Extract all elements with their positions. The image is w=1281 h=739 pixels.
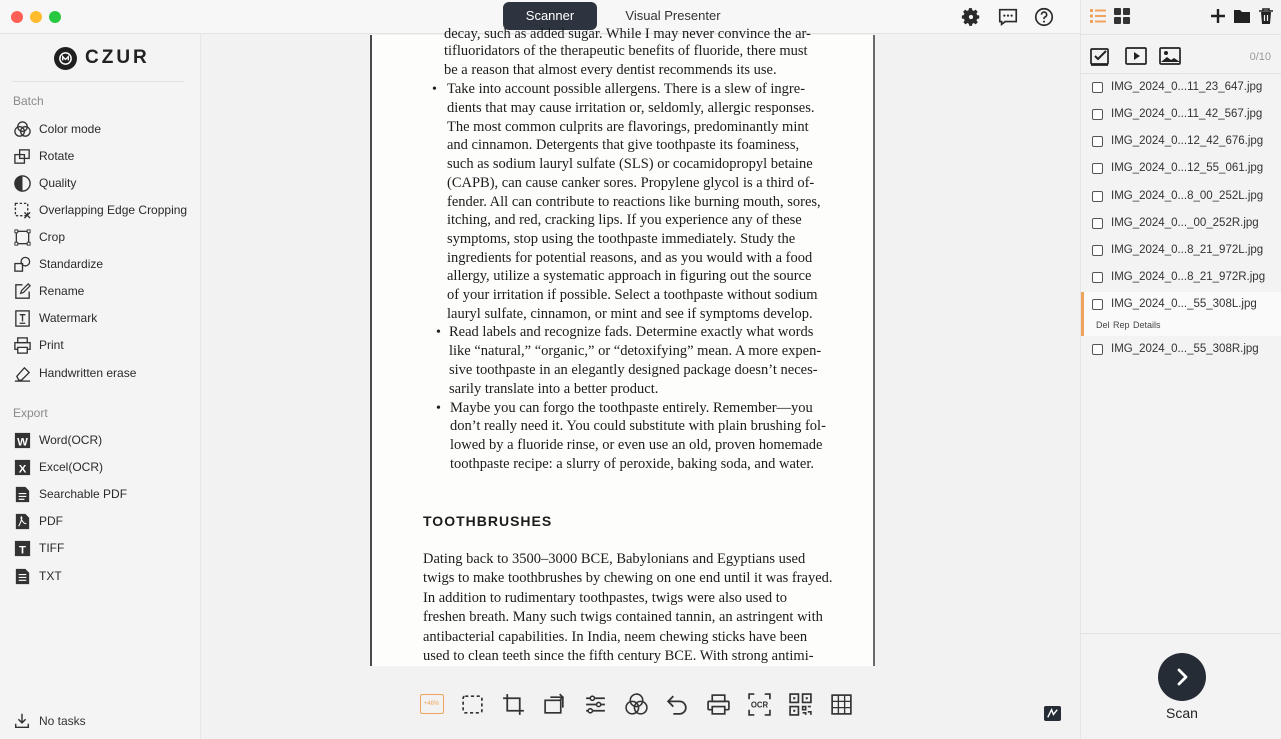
- doc-line: like “natural,” “organic,” or “detoxifying” mean. A more expen-: [449, 343, 822, 359]
- export-item-label: PDF: [39, 514, 63, 528]
- rename-icon: [12, 281, 32, 301]
- file-row[interactable]: [1081, 265, 1281, 292]
- export-section-label: Export: [13, 406, 48, 420]
- grid-view-icon[interactable]: [1113, 7, 1131, 25]
- doc-line: toothpaste recipe: a slurry of peroxide, baking soda, and water.: [450, 456, 814, 472]
- file-checkbox[interactable]: [1092, 136, 1103, 147]
- preview-canvas[interactable]: [202, 26, 1079, 739]
- adjust-tool[interactable]: [582, 691, 609, 717]
- select-icon: [460, 692, 485, 717]
- divider: [1081, 73, 1281, 74]
- file-checkbox[interactable]: [1092, 272, 1103, 283]
- sidebar-item-print[interactable]: [12, 334, 64, 356]
- rotate-tool[interactable]: [541, 691, 568, 717]
- rotate-icon: [12, 146, 32, 166]
- download-icon: [13, 712, 31, 730]
- quality-icon: [12, 173, 32, 193]
- file-name: IMG_2024_0...8_21_972R.jpg: [1111, 271, 1266, 283]
- select-all-icon[interactable]: [1089, 46, 1113, 66]
- ocr-tool[interactable]: [746, 691, 773, 717]
- minimize-window-button[interactable]: [30, 11, 42, 23]
- edge-crop-icon: [12, 200, 32, 220]
- doc-line: Dating back to 3500–3000 BCE, Babylonians and Egyptians used: [423, 551, 806, 567]
- svg-text:T: T: [18, 543, 26, 556]
- undo-tool[interactable]: [664, 691, 691, 717]
- file-name: IMG_2024_0..._55_308L.jpg: [1111, 298, 1257, 310]
- searchable-pdf-icon: [12, 484, 32, 504]
- crop-tool[interactable]: [500, 691, 527, 717]
- print-icon: [12, 335, 32, 355]
- color-mode-icon: [624, 692, 649, 717]
- file-name: IMG_2024_0...11_23_647.jpg: [1111, 81, 1263, 93]
- bullet: •: [436, 325, 441, 340]
- excel-icon: [12, 457, 32, 477]
- doc-line: Read labels and recognize fads. Determine exactly what words: [449, 324, 814, 340]
- chevron-right-icon: [1171, 666, 1193, 688]
- file-name: IMG_2024_0...11_42_567.jpg: [1111, 108, 1263, 120]
- sidebar-item-crop[interactable]: [12, 226, 65, 248]
- sidebar-item-overlapping-edge-cropping[interactable]: [12, 199, 187, 221]
- file-checkbox[interactable]: [1092, 218, 1103, 229]
- svg-text:OCR: OCR: [750, 700, 769, 710]
- tab-scanner[interactable]: Scanner: [503, 2, 597, 30]
- file-name: IMG_2024_0...8_21_972L.jpg: [1111, 244, 1264, 256]
- grid-tool[interactable]: [828, 691, 855, 717]
- list-view-icon[interactable]: [1089, 7, 1107, 25]
- adjust-icon: [583, 692, 608, 717]
- tasks-status[interactable]: [13, 712, 86, 730]
- doc-line: be a reason that almost every dentist recommends its use.: [444, 62, 777, 78]
- doc-line: lowed by a fluoride rinse, or even use an old, proven homemade: [450, 437, 823, 453]
- sidebar-item-quality[interactable]: [12, 172, 76, 194]
- export-item-tiff[interactable]: [12, 537, 64, 559]
- sidebar-item-watermark[interactable]: [12, 307, 97, 329]
- document-page: [370, 26, 875, 666]
- file-panel: [1080, 0, 1280, 739]
- doc-line: ingredients for potential reasons, and as you would with a food: [447, 250, 813, 266]
- sidebar-item-label: Crop: [39, 230, 66, 244]
- gear-icon[interactable]: [960, 6, 982, 28]
- grid-icon: [829, 692, 854, 717]
- export-item-pdf[interactable]: [12, 510, 63, 532]
- doc-line: freshen breath. Many such twigs contained tannin, an astringent with: [423, 609, 823, 625]
- logo-text: CZUR: [85, 47, 150, 68]
- doc-line: symptoms, stop using the toothpaste immediately. Study the: [447, 231, 796, 247]
- file-checkbox[interactable]: [1092, 245, 1103, 256]
- export-item-label: Word(OCR): [39, 433, 103, 447]
- chat-icon[interactable]: [997, 6, 1019, 28]
- doc-line: allergy, utilize a systematic approach in figuring out the source: [447, 268, 812, 284]
- file-name: IMG_2024_0..._00_252R.jpg: [1111, 217, 1259, 229]
- folder-icon[interactable]: [1233, 7, 1251, 25]
- export-item-label: Excel(OCR): [39, 460, 104, 474]
- print-tool[interactable]: [705, 691, 732, 717]
- file-row-selected[interactable]: [1081, 292, 1281, 336]
- close-window-button[interactable]: [11, 11, 23, 23]
- svg-text:W: W: [16, 435, 28, 448]
- video-filter-icon[interactable]: [1124, 46, 1148, 66]
- sidebar-item-label: Rotate: [39, 149, 75, 163]
- app-badge-icon: [1043, 705, 1062, 722]
- doc-line: decay, such as added sugar. While I may never convince the ar-: [444, 26, 811, 42]
- doc-line: itching, and red, cracking lips. If you experience any of these: [447, 212, 802, 228]
- doc-line: Maybe you can forgo the toothpaste entirely. Remember—you: [450, 400, 813, 416]
- file-checkbox[interactable]: [1092, 344, 1103, 355]
- sidebar-item-rename[interactable]: [12, 280, 84, 302]
- file-row[interactable]: [1081, 238, 1281, 265]
- txt-icon: [12, 566, 32, 586]
- scan-button[interactable]: [1158, 653, 1206, 701]
- divider: [12, 81, 184, 82]
- export-item-txt[interactable]: [12, 565, 62, 587]
- file-name: IMG_2024_0..._55_308R.jpg: [1111, 343, 1259, 355]
- doc-line: sive toothpaste in an elegantly designed package doesn’t neces-: [449, 362, 818, 378]
- file-checkbox[interactable]: [1092, 109, 1103, 120]
- doc-line: of your irritation if possible. Select a toothpaste without sodium: [447, 287, 818, 303]
- doc-line: In addition to rudimentary toothpastes, twigs were also used to: [423, 590, 788, 606]
- export-item-word[interactable]: [12, 429, 102, 451]
- file-row[interactable]: [1081, 184, 1281, 211]
- file-name: IMG_2024_0...8_00_252L.jpg: [1111, 190, 1264, 202]
- file-row[interactable]: [1081, 75, 1281, 102]
- scan-label: Scan: [1166, 705, 1198, 721]
- doc-line: antibacterial capabilities. In India, neem chewing sticks have been: [423, 629, 808, 645]
- file-row[interactable]: [1081, 211, 1281, 238]
- add-icon[interactable]: [1209, 7, 1227, 25]
- sidebar-item-label: Print: [39, 338, 64, 352]
- select-tool[interactable]: [459, 691, 486, 717]
- sidebar-item-label: Watermark: [39, 311, 98, 325]
- doc-line: and cinnamon. Detergents that give toothpaste its foaminess,: [447, 137, 800, 153]
- doc-line: tifluoridators of the therapeutic benefits of fluoride, there must: [444, 43, 808, 59]
- bullet: •: [432, 82, 437, 97]
- trash-icon[interactable]: [1257, 7, 1275, 25]
- doc-line: twigs to make toothbrushes by chewing on one end until it was frayed.: [423, 570, 833, 586]
- eraser-icon: [12, 363, 32, 383]
- sidebar-item-color-mode[interactable]: [12, 118, 101, 140]
- section-heading: TOOTHBRUSHES: [423, 513, 553, 529]
- czur-logo-icon: [54, 47, 77, 70]
- svg-text:X: X: [18, 462, 26, 475]
- doc-line: Take into account possible allergens. There is a slew of ingre-: [447, 81, 806, 97]
- doc-line: sarily translate into a better product.: [449, 381, 659, 397]
- zoom-tool[interactable]: [418, 691, 445, 717]
- export-item-excel[interactable]: [12, 456, 103, 478]
- export-item-label: Searchable PDF: [39, 487, 128, 501]
- color-mode-tool[interactable]: [623, 691, 650, 717]
- watermark-icon: [12, 308, 32, 328]
- export-item-label: TIFF: [39, 541, 65, 555]
- file-checkbox[interactable]: [1092, 163, 1103, 174]
- help-icon[interactable]: [1033, 6, 1055, 28]
- qr-tool[interactable]: [787, 691, 814, 717]
- doc-line: lauryl sulfate, cinnamon, or mint and see if symptoms develop.: [447, 306, 813, 322]
- ocr-icon: [747, 692, 772, 717]
- doc-line: such as sodium lauryl sulfate (SLS) or cocamidopropyl betaine: [447, 156, 813, 172]
- export-item-searchable-pdf[interactable]: [12, 483, 127, 505]
- divider: [1081, 34, 1281, 35]
- doc-line: The most common culprits are flavorings, predominantly mint: [447, 119, 809, 135]
- sidebar-item-rotate[interactable]: [12, 145, 74, 167]
- file-name: IMG_2024_0...12_55_061.jpg: [1111, 162, 1264, 174]
- doc-line: don’t really need it. You could substitute with plain brushing fol-: [450, 418, 826, 434]
- bullet: •: [436, 401, 441, 416]
- file-checkbox[interactable]: [1092, 191, 1103, 202]
- tasks-label: No tasks: [39, 714, 86, 728]
- doc-line: dients that may cause irritation or, seldomly, allergic responses.: [447, 100, 815, 116]
- sidebar-item-label: Standardize: [39, 257, 104, 271]
- crop-icon: [501, 692, 526, 717]
- crop-icon: [12, 227, 32, 247]
- doc-line: fender. All can contribute to reactions like burning mouth, sores,: [447, 194, 821, 210]
- divider: [1081, 633, 1281, 634]
- undo-icon: [665, 692, 690, 717]
- image-filter-icon[interactable]: [1158, 46, 1182, 66]
- color-mode-icon: [12, 119, 32, 139]
- word-icon: [12, 430, 32, 450]
- edit-toolbar: [418, 691, 855, 717]
- zoom-icon: +46%: [420, 694, 444, 714]
- file-row[interactable]: [1081, 102, 1281, 129]
- doc-line: (CAPB), can cause canker sores. Propylene glycol is a third of-: [447, 175, 815, 191]
- qr-icon: [788, 692, 813, 717]
- sidebar-item-label: Overlapping Edge Cropping: [39, 203, 188, 217]
- zoom-window-button[interactable]: [49, 11, 61, 23]
- standardize-icon: [12, 254, 32, 274]
- export-item-label: TXT: [39, 569, 62, 583]
- file-row[interactable]: [1081, 156, 1281, 183]
- sidebar-item-label: Rename: [39, 284, 85, 298]
- selection-count: 0/10: [1249, 51, 1271, 63]
- file-checkbox[interactable]: [1092, 82, 1103, 93]
- app-logo: [54, 46, 150, 70]
- doc-line: used to clean teeth since the fifth century BCE. With strong antimi-: [423, 648, 814, 664]
- rotate-icon: [542, 692, 567, 717]
- print-icon: [706, 692, 731, 717]
- sidebar-item-label: Quality: [39, 176, 77, 190]
- file-name: IMG_2024_0...12_42_676.jpg: [1111, 135, 1264, 147]
- sidebar: [0, 34, 201, 739]
- tiff-icon: [12, 538, 32, 558]
- file-checkbox[interactable]: [1092, 299, 1103, 310]
- pdf-icon: [12, 511, 32, 531]
- tab-visual-presenter[interactable]: Visual Presenter: [625, 8, 721, 23]
- file-row-actions[interactable]: Del Rep Details: [1096, 320, 1161, 330]
- sidebar-item-label: Color mode: [39, 122, 102, 136]
- file-row[interactable]: [1081, 129, 1281, 156]
- file-row[interactable]: [1081, 337, 1281, 364]
- sidebar-item-label: Handwritten erase: [39, 366, 137, 380]
- batch-section-label: Batch: [13, 94, 44, 108]
- sidebar-item-handwritten-erase[interactable]: [12, 362, 136, 384]
- sidebar-item-standardize[interactable]: [12, 253, 103, 275]
